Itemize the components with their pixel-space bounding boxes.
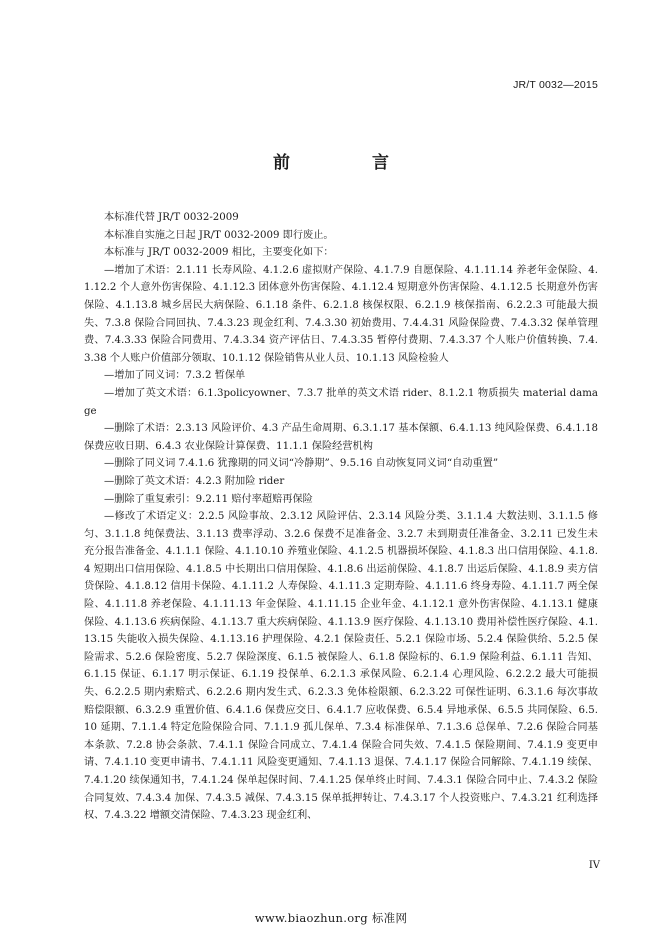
page-title: 前 言 [273, 153, 427, 173]
paragraph: 本标准与 JR/T 0032-2009 相比，主要变化如下： [104, 247, 334, 259]
paragraph: —修改了术语定义：2.2.5 风险事故、2.3.12 风险评估、2.3.14 风险分类、3.1.1.4 大数法则、3.1.1.5 修匀、3.1.1.8 纯保费法、3.1.13 费率浮动、3.2.6 保费不足准备金、3.2.7 未到期责任准备金、3.2.11 已发生未充分报告准备金、4.1.1.1 保险、4.1.10.10 养殖业保险、4.1.2.5 机器损坏保险、4.1.8.3 出口信用保险、4.1.8.4 短期出口信用保险、4.1.8.5 中长期出口信用保险、4.1.8.6 出运前保险、4.1.8.7 出运后保险、4.1.8.9 卖方信贷保险、4.1.8.12 信用卡保险、4.1.11.2 人寿保险、4.1.11.3 定期寿险、4.1.11.6 终身寿险、4.1.11.7 两全保险、4.1.11.8 养老保险、4.1.11.13 年金保险、4.1.11.15 企业年金、4.1.12.1 意外伤害保险、4.1.13.1 健康保险、4.1.13.6 疾病保险、4.1.13.7 重大疾病保险、4.1.13.9 医疗保险、4.1.13.10 费用补偿性医疗保险、4.1.13.15 失能收入损失保险、4.1.13.16 护理保险、4.2.1 保险责任、5.2.1 保险市场、5.2.4 保险供给、5.2.5 保险需求、5.2.6 保险密度、5.2.7 保险深度、6.1.5 被保险人、6.1.8 保险标的、6.1.9 保险利益、6.1.11 告知、6.1.15 保证、6.1.17 明示保证、6.1.19 投保单、6.2.1.3 承保风险、6.2.1.4 心理风险、6.2.2.2 最大可能损失、6.2.2.5 期内索赔式、6.2.2.6 期内发生式、6.2.3.3 免体检限额、6.2.3.22 可保性证明、6.3.1.6 每次事故赔偿限额、6.3.2.9 重置价值、6.4.1.6 保费应交日、6.4.1.7 应收保费、6.5.4 异地承保、6.5.5 共同保险、6.5.10 延期、7.1.1.4 特定危险保险合同、7.1.1.9 孤儿保单、7.3.4 标准保单、7.1.3.6 总保单、7.2.6 保险合同基本条款、7.2.8 协会条款、7.4.1.1 保险合同成立、7.4.1.4 保险合同失效、7.4.1.5 保险期间、7.4.1.9 变更申请、7.4.1.10 变更申请书、7.4.1.11 风险变更通知、7.4.1.13 退保、7.4.1.17 保险合同解除、7.4.1.19 续保、7.4.1.20 续保通知书，7.4.1.24 保单起保时间、7.4.1.25 保单终止时间、7.4.3.1 保险合同中止、7.4.3.2 保险合同复效、7.4.3.4 加保、7.4.3.5 减保、7.4.3.15 保单抵押转让、7.4.3.17 个人投资账户、7.4.3.21 红利选择权、7.4.3.22 增额交清保险、7.4.3.23 现金红利、 [84, 511, 598, 822]
paragraph: —删除了术语：2.3.13 风险评价、4.3 产品生命周期、6.3.1.17 基本保额、6.4.1.13 纯风险保费、6.4.1.18 保费应收日期、6.4.3 农业保险计算保费、11.1.1 保险经营机构 [84, 423, 598, 452]
paragraph: 本标准代替 JR/T 0032-2009 [104, 212, 239, 223]
paragraph: —增加了英文术语：6.1.3policyowner、7.3.7 批单的英文术语 rider、8.1.2.1 物质损失 material damage [84, 387, 598, 417]
document-body [84, 209, 598, 825]
page-number: IV [588, 860, 600, 871]
paragraph: —删除了同义词 7.4.1.6 犹豫期的同义词“冷静期”、9.5.16 自动恢复同义词“自动重置” [104, 458, 499, 470]
paragraph: —增加了术语：2.1.11 长寿风险、4.1.2.6 虚拟财产保险、4.1.7.9 自愿保险、4.1.11.14 养老年金保险、4.1.12.2 个人意外伤害保险、4.1.12.3 团体意外伤害保险、4.1.12.4 短期意外伤害保险、4.1.12.5 长期意外伤害保险、4.1.13.8 城乡居民大病保险、6.1.18 条件、6.2.1.8 核保权限、6.2.1.9 核保指南、6.2.2.3 可能最大损失、7.3.8 保险合同回执、7.4.3.23 现金红利、7.4.3.30 初始费用、7.4.4.31 风险保险费、7.4.3.32 保单管理费、7.4.3.33 保险合同费用、7.4.3.34 资产评估日、7.4.3.35 暂停付费期、7.4.3.37 个人账户价值转换、7.4.3.38 个人账户价值部分领取、10.1.12 保险销售从业人员、10.1.13 风险检验人 [84, 264, 598, 364]
paragraph: —增加了同义词：7.3.2 暂保单 [104, 370, 246, 382]
paragraph: —删除了英文术语：4.2.3 附加险 rider [104, 475, 285, 487]
standard-code: JR/T 0032—2015 [513, 79, 598, 91]
paragraph: —删除了重复索引：9.2.11 赔付率超赔再保险 [104, 493, 313, 505]
paragraph: 本标准自实施之日起 JR/T 0032-2009 即行废止。 [104, 229, 334, 241]
footer-watermark[interactable]: www.biaozhun.org 标准网 [254, 911, 408, 925]
